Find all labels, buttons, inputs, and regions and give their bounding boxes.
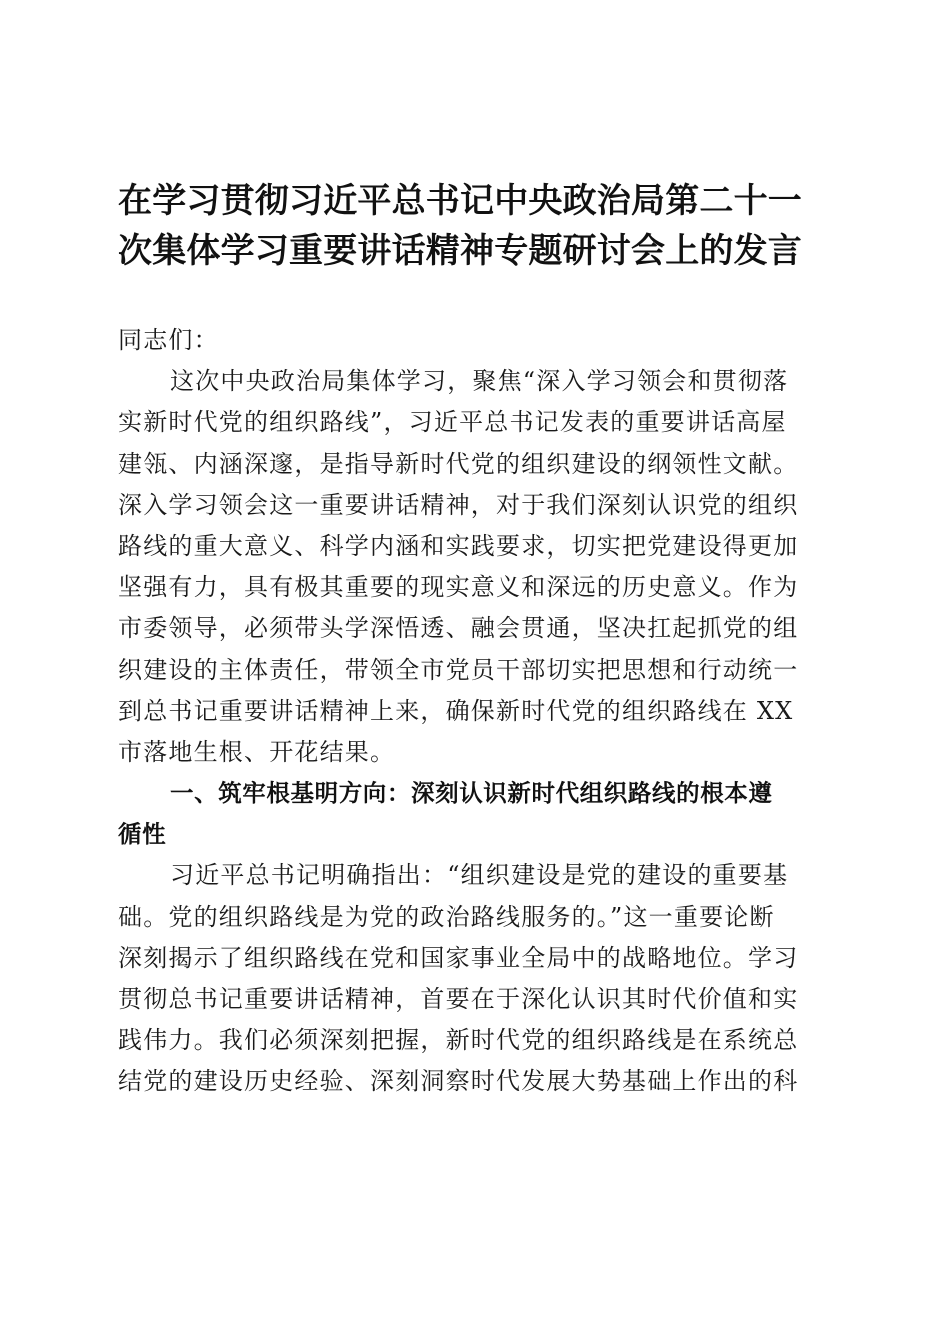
heading-line: 一、筑牢根基明方向：深刻认识新时代组织路线的根本遵 [170,779,773,808]
paragraph-intro [118,361,830,773]
paragraph-line: 贯彻总书记重要讲话精神，首要在于深化认识其时代价值和实 [118,985,799,1013]
title-line: 在学习贯彻习近平总书记中央政治局第二十一 [118,181,802,221]
paragraph-line: 坚强有力，具有极其重要的现实意义和深远的历史意义。作为 [118,573,799,602]
paragraph-line: 到总书记重要讲话精神上来，确保新时代党的组织路线在 XX [118,696,794,725]
paragraph-line: 实新时代党的组织路线”，习近平总书记发表的重要讲话高屋 [118,408,787,437]
heading-line: 循性 [118,820,167,849]
paragraph-line: 市委领导，必须带头学深悟透、融会贯通，坚决扛起抓党的组 [118,614,799,643]
paragraph-line: 路线的重大意义、科学内涵和实践要求，切实把党建设得更加 [118,531,799,560]
paragraph-line: 深入学习领会这一重要讲话精神，对于我们深刻认识党的组织 [118,490,799,519]
paragraph-line: 习近平总书记明确指出：“组织建设是党的建设的重要基 [170,861,789,890]
paragraph-line: 践伟力。我们必须深刻把握，新时代党的组织路线是在系统总 [118,1026,799,1055]
document-title [118,176,830,276]
paragraph-line: 础。党的组织路线是为党的政治路线服务的。”这一重要论断 [118,902,775,931]
paragraph-line: 结党的建设历史经验、深刻洞察时代发展大势基础上作出的科 [118,1067,799,1096]
paragraph-line: 市落地生根、开花结果。 [118,737,396,766]
title-line: 次集体学习重要讲话精神专题研讨会上的发言 [118,231,802,271]
section-heading-1 [118,773,830,855]
paragraph-section-1 [118,855,830,1102]
paragraph-line: 这次中央政治局集体学习，聚焦“深入学习领会和贯彻落 [170,367,789,396]
document-body [118,320,830,1103]
paragraph-line: 织建设的主体责任，带领全市党员干部切实把思想和行动统一 [118,655,799,684]
salutation: 同志们： [118,326,219,354]
paragraph-line: 建瓴、内涵深邃，是指导新时代党的组织建设的纲领性文献。 [118,449,799,478]
paragraph-line: 深刻揭示了组织路线在党和国家事业全局中的战略地位。学习 [118,943,799,972]
